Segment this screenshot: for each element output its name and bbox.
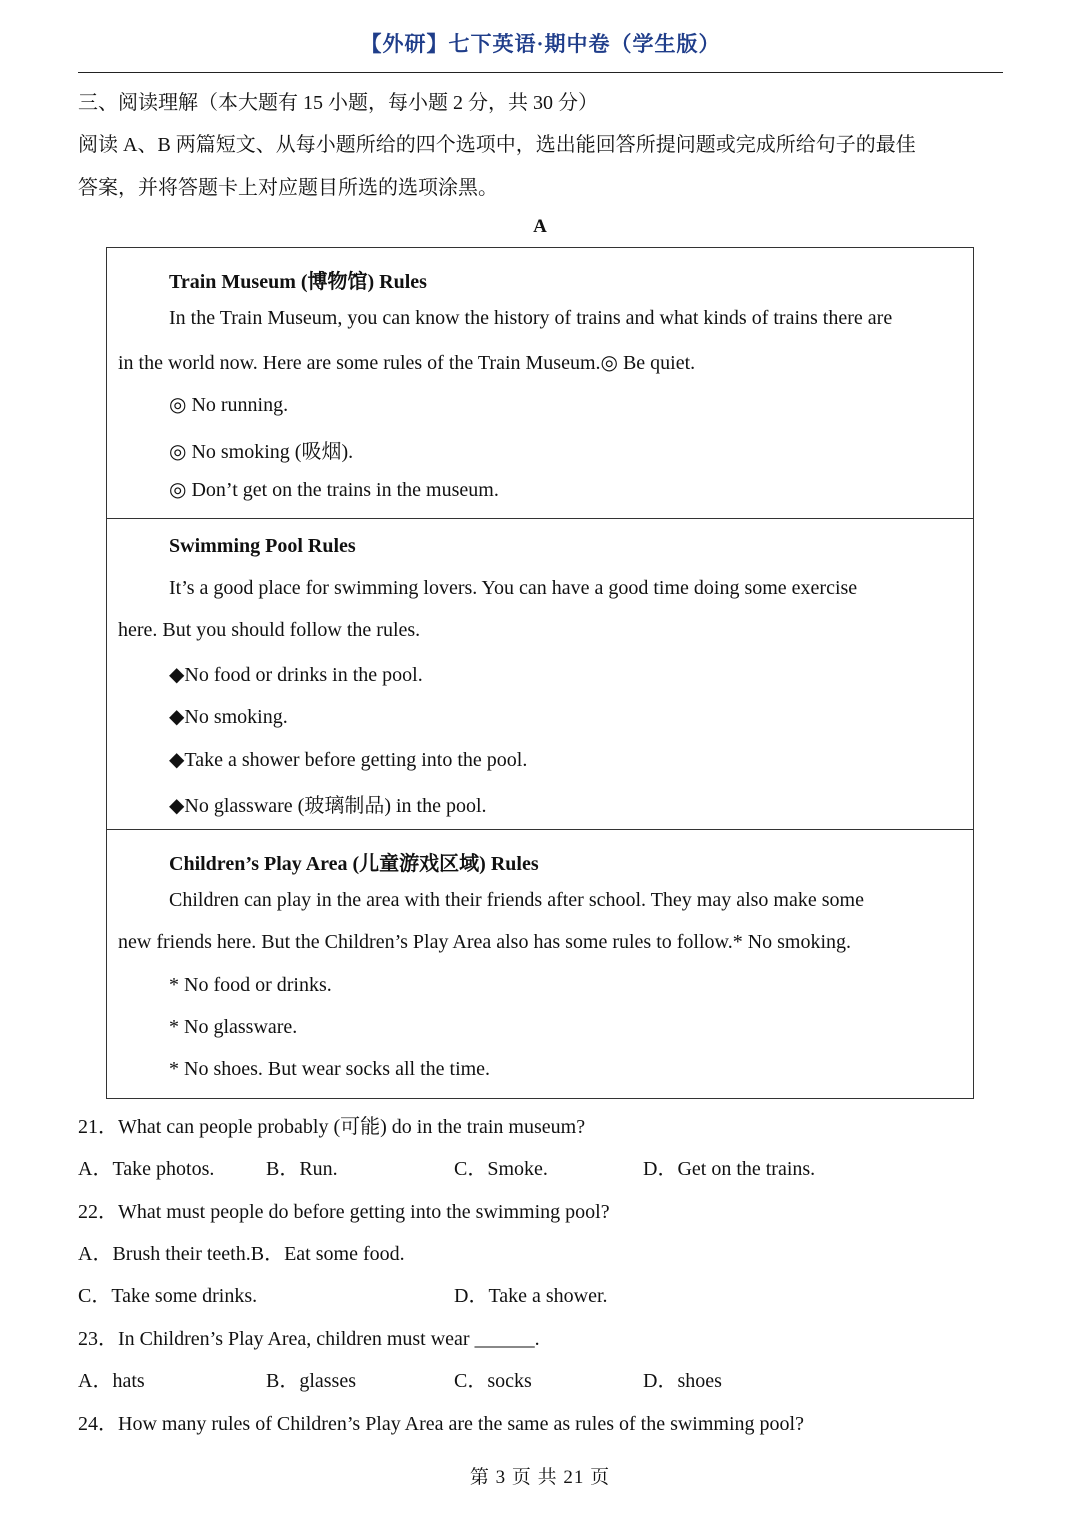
question-22: 22．What must people do before getting into the swimming pool? bbox=[78, 1201, 610, 1223]
box-line: * No food or drinks. bbox=[169, 974, 332, 996]
option-21-b: B．Run. bbox=[266, 1158, 338, 1180]
option-23-b: B．glasses bbox=[266, 1370, 356, 1392]
box-title: Train Museum (博物馆) Rules bbox=[169, 271, 427, 293]
section-heading: 三、阅读理解（本大题有 15 小题，每小题 2 分，共 30 分） bbox=[78, 92, 598, 114]
option-22-c: C．Take some drinks. bbox=[78, 1285, 258, 1307]
option-22-d: D．Take a shower. bbox=[454, 1285, 608, 1307]
option-21-a: A．Take photos. bbox=[78, 1158, 215, 1180]
question-23: 23．In Children’s Play Area, children must wear ______. bbox=[78, 1328, 540, 1350]
page-header: 【外研】七下英语·期中卷（学生版） bbox=[360, 32, 721, 56]
instruction-line-2: 答案，并将答题卡上对应题目所选的选项涂黑。 bbox=[78, 177, 498, 199]
box-line: * No shoes. But wear socks all the time. bbox=[169, 1058, 491, 1080]
train-museum-box bbox=[106, 247, 974, 519]
box-line: In the Train Museum, you can know the history of trains and what kinds of trains there are bbox=[169, 307, 893, 329]
instruction-line-1: 阅读 A、B 两篇短文、从每小题所给的四个选项中，选出能回答所提问题或完成所给句子的最佳 bbox=[78, 134, 916, 156]
box-line: here. But you should follow the rules. bbox=[118, 619, 421, 641]
question-24: 24．How many rules of Children’s Play Area are the same as rules of the swimming pool? bbox=[78, 1413, 804, 1435]
option-21-c: C．Smoke. bbox=[454, 1158, 548, 1180]
box-line: ◆No glassware (玻璃制品) in the pool. bbox=[169, 795, 487, 817]
play-area-box bbox=[106, 830, 974, 1099]
box-title: Children’s Play Area (儿童游戏区域) Rules bbox=[169, 853, 539, 875]
box-title: Swimming Pool Rules bbox=[169, 535, 356, 557]
box-line: ◆No food or drinks in the pool. bbox=[169, 664, 423, 686]
header-divider bbox=[78, 72, 1003, 73]
box-line: ◆No smoking. bbox=[169, 706, 288, 728]
option-22-ab: A．Brush their teeth.B．Eat some food. bbox=[78, 1243, 405, 1265]
box-line: ◆Take a shower before getting into the pool. bbox=[169, 749, 528, 771]
box-line: in the world now. Here are some rules of the Train Museum.◎ Be quiet. bbox=[118, 352, 696, 374]
box-line: Children can play in the area with their friends after school. They may also make some bbox=[169, 889, 864, 911]
question-21: 21．What can people probably (可能) do in the train museum? bbox=[78, 1116, 586, 1138]
swimming-pool-box bbox=[106, 518, 974, 830]
option-23-a: A．hats bbox=[78, 1370, 145, 1392]
option-23-d: D．shoes bbox=[643, 1370, 722, 1392]
passage-label: A bbox=[533, 216, 547, 237]
page-footer: 第 3 页 共 21 页 bbox=[469, 1467, 611, 1488]
box-line: new friends here. But the Children’s Play Area also has some rules to follow.* No smoking. bbox=[118, 931, 852, 953]
box-line: ◎ No smoking (吸烟). bbox=[169, 441, 354, 463]
box-line: ◎ Don’t get on the trains in the museum. bbox=[169, 479, 499, 501]
option-21-d: D．Get on the trains. bbox=[643, 1158, 816, 1180]
option-23-c: C．socks bbox=[454, 1370, 532, 1392]
box-line: It’s a good place for swimming lovers. You can have a good time doing some exercise bbox=[169, 577, 858, 599]
box-line: * No glassware. bbox=[169, 1016, 298, 1038]
box-line: ◎ No running. bbox=[169, 394, 289, 416]
